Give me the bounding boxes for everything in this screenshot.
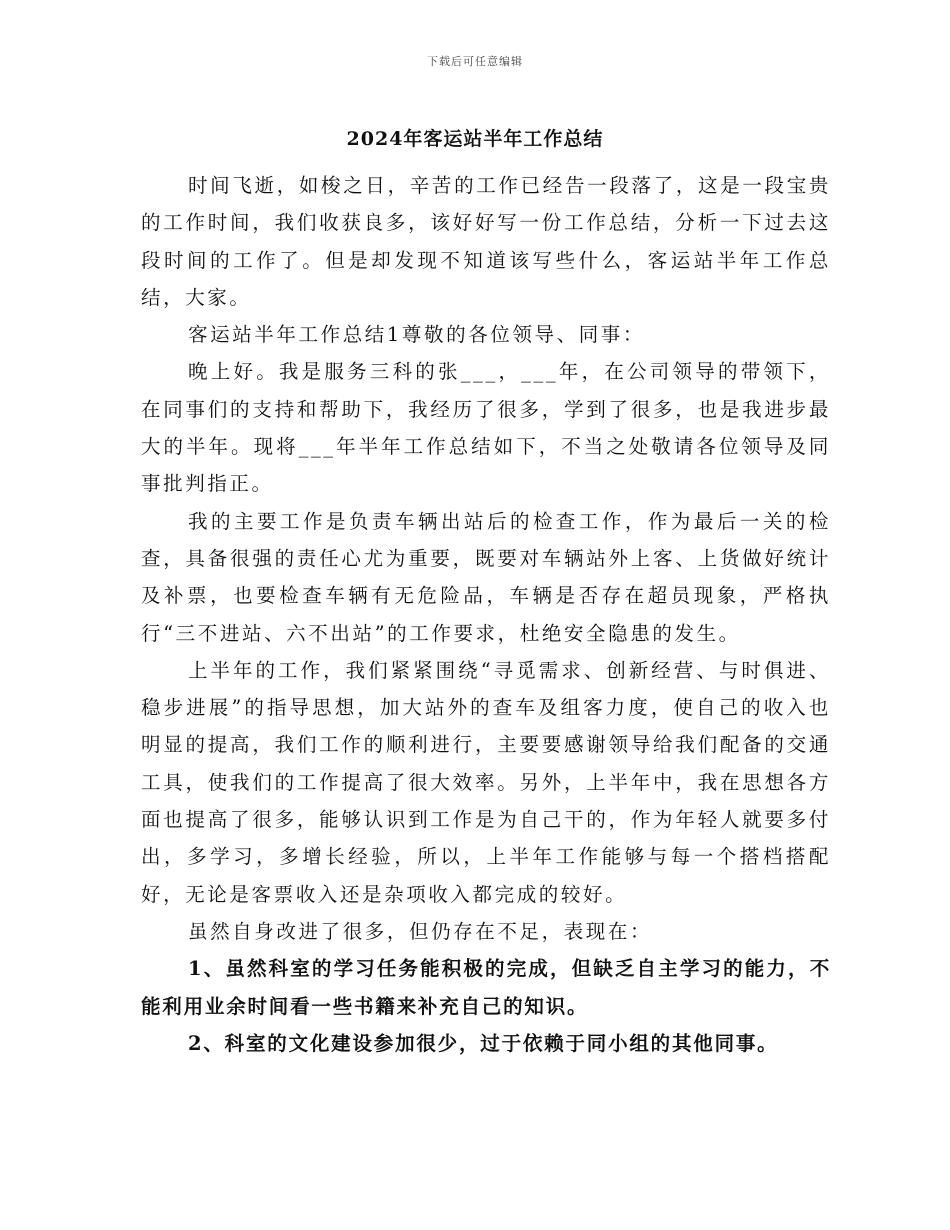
- paragraph-greeting: 晚上好。我是服务三科的张___，___年，在公司领导的带领下，在同事们的支持和帮助下，我经历了很多，学到了很多，也是我进步最大的半年。现将___年半年工作总结如下，不当之处敬请各位领导及同事批判指正。: [141, 360, 831, 496]
- shortcoming-item-1: 1、虽然科室的学习任务能积极的完成，但缺乏自主学习的能力，不能利用业余时间看一些书籍来补充自己的知识。: [141, 957, 831, 1018]
- paragraph-intro: 时间飞逝，如梭之日，辛苦的工作已经告一段落了，这是一段宝贵的工作时间，我们收获良多，该好好写一份工作总结，分析一下过去这段时间的工作了。但是却发现不知道该写些什么，客运站半年工作总结，大家。: [141, 174, 831, 309]
- document-title: 2024年客运站半年工作总结: [346, 128, 604, 150]
- page-header-note: 下载后可任意编辑: [427, 55, 523, 68]
- shortcoming-item-2: 2、科室的文化建设参加很少，过于依赖于同小组的其他同事。: [188, 1031, 779, 1055]
- paragraph-salutation: 客运站半年工作总结1尊敬的各位领导、同事：: [188, 323, 646, 347]
- document-body: [141, 167, 831, 1062]
- paragraph-main-duties: 我的主要工作是负责车辆出站后的检查工作，作为最后一关的检查，具备很强的责任心尤为重要，既要对车辆站外上客、上货做好统计及补票，也要检查车辆有无危险品，车辆是否存在超员现象，严格执行“三不进站、六不出站”的工作要求，杜绝安全隐患的发生。: [141, 509, 831, 645]
- paragraph-first-half-work: 上半年的工作，我们紧紧围绕“寻觅需求、创新经营、与时俱进、稳步进展”的指导思想，加大站外的查车及组客力度，使自己的收入也明显的提高，我们工作的顺利进行，主要要感谢领导给我们配备的交通工具，使我们的工作提高了很大效率。另外，上半年中，我在思想各方面也提高了很多，能够认识到工作是为自己干的，作为年轻人就要多付出，多学习，多增长经验，所以，上半年工作能够与每一个搭档搭配好，无论是客票收入还是杂项收入都完成的较好。: [141, 658, 831, 906]
- paragraph-shortcomings-intro: 虽然自身改进了很多，但仍存在不足，表现在：: [188, 919, 653, 943]
